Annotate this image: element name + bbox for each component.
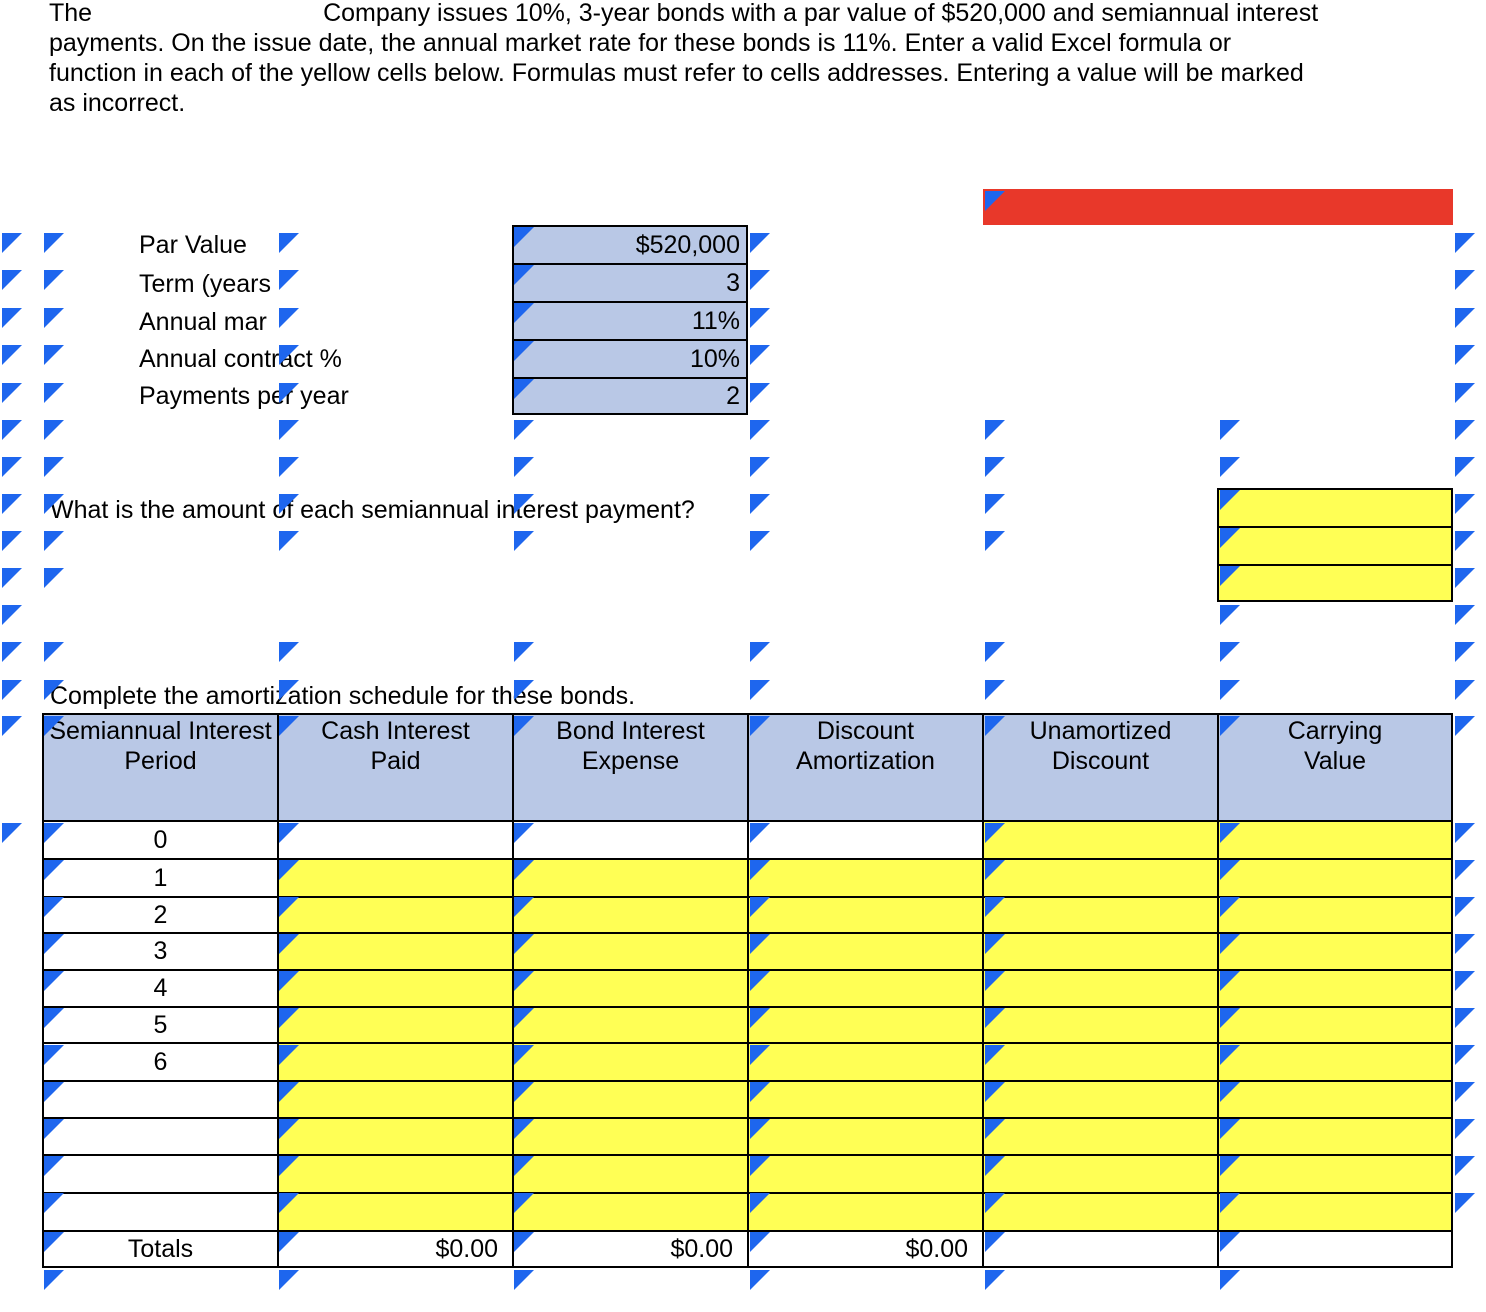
comment-marker-icon[interactable] xyxy=(279,897,299,917)
comment-marker-icon[interactable] xyxy=(2,233,22,253)
row-2-cash[interactable] xyxy=(277,896,514,934)
comment-marker-icon[interactable] xyxy=(985,716,1005,736)
comment-marker-icon[interactable] xyxy=(514,379,534,399)
comment-marker-icon[interactable] xyxy=(750,420,770,440)
comment-marker-icon[interactable] xyxy=(44,345,64,365)
total-cash[interactable]: $0.00 xyxy=(277,1230,514,1268)
comment-marker-icon[interactable] xyxy=(985,642,1005,662)
comment-marker-icon[interactable] xyxy=(279,531,299,551)
comment-marker-icon[interactable] xyxy=(514,971,534,991)
comment-marker-icon[interactable] xyxy=(2,308,22,328)
comment-marker-icon[interactable] xyxy=(1455,345,1475,365)
comment-marker-icon[interactable] xyxy=(985,680,1005,700)
comment-marker-icon[interactable] xyxy=(985,457,1005,477)
comment-marker-icon[interactable] xyxy=(2,605,22,625)
row-5-carrying[interactable] xyxy=(1217,1006,1453,1044)
comment-marker-icon[interactable] xyxy=(750,897,770,917)
row-2-unamortized[interactable] xyxy=(982,896,1219,934)
contract-rate-label: Annual contract % xyxy=(139,345,342,373)
row-4-amortization[interactable] xyxy=(747,969,984,1008)
comment-marker-icon[interactable] xyxy=(985,934,1005,954)
comment-marker-icon[interactable] xyxy=(2,823,22,843)
comment-marker-icon[interactable] xyxy=(514,457,534,477)
instructions xyxy=(49,0,1459,118)
row-9-carrying[interactable] xyxy=(1217,1154,1453,1194)
row-3-cash[interactable] xyxy=(277,932,514,971)
row-2-period: 2 xyxy=(42,896,279,934)
par-value-label: Par Value xyxy=(139,231,247,259)
comment-marker-icon[interactable] xyxy=(279,1045,299,1065)
comment-marker-icon[interactable] xyxy=(514,934,534,954)
comment-marker-icon[interactable] xyxy=(1220,1193,1240,1213)
row-6-carrying[interactable] xyxy=(1217,1042,1453,1082)
contract-rate-cell[interactable]: 10% xyxy=(512,339,748,379)
comment-marker-icon[interactable] xyxy=(2,383,22,403)
comment-marker-icon[interactable] xyxy=(985,1119,1005,1139)
comment-marker-icon[interactable] xyxy=(1455,494,1475,514)
comment-marker-icon[interactable] xyxy=(1220,528,1240,548)
comment-marker-icon[interactable] xyxy=(44,642,64,662)
row-3-carrying[interactable] xyxy=(1217,932,1453,971)
comment-marker-icon[interactable] xyxy=(44,934,64,954)
comment-marker-icon[interactable] xyxy=(279,420,299,440)
comment-marker-icon[interactable] xyxy=(279,971,299,991)
total-unamortized[interactable] xyxy=(982,1230,1219,1268)
row-10-cash[interactable] xyxy=(277,1192,514,1234)
comment-marker-icon[interactable] xyxy=(1220,1156,1240,1176)
comment-marker-icon[interactable] xyxy=(279,270,299,290)
row-8-unamortized[interactable] xyxy=(982,1117,1219,1156)
row-1-carrying[interactable] xyxy=(1217,858,1453,898)
comment-marker-icon[interactable] xyxy=(750,860,770,880)
comment-marker-icon[interactable] xyxy=(2,420,22,440)
comment-marker-icon[interactable] xyxy=(514,303,534,323)
row-10-period xyxy=(42,1192,279,1234)
comment-marker-icon[interactable] xyxy=(514,1270,534,1290)
comment-marker-icon[interactable] xyxy=(750,345,770,365)
row-10-expense[interactable] xyxy=(512,1192,749,1234)
intro-line1-start: The xyxy=(49,0,93,27)
comment-marker-icon[interactable] xyxy=(1220,457,1240,477)
answer-cell-1[interactable] xyxy=(1217,488,1453,528)
comment-marker-icon[interactable] xyxy=(750,1156,770,1176)
comment-marker-icon[interactable] xyxy=(514,642,534,662)
comment-marker-icon[interactable] xyxy=(1455,716,1475,736)
comment-marker-icon[interactable] xyxy=(279,345,299,365)
row-7-period xyxy=(42,1080,279,1119)
row-0-amortization[interactable] xyxy=(747,820,984,860)
comment-marker-icon[interactable] xyxy=(985,1082,1005,1102)
row-2-expense[interactable] xyxy=(512,896,749,934)
row-0-carrying[interactable] xyxy=(1217,820,1453,860)
comment-marker-icon[interactable] xyxy=(44,971,64,991)
comment-marker-icon[interactable] xyxy=(750,971,770,991)
comment-marker-icon[interactable] xyxy=(44,1082,64,1102)
comment-marker-icon[interactable] xyxy=(514,341,534,361)
comment-marker-icon[interactable] xyxy=(279,934,299,954)
comment-marker-icon[interactable] xyxy=(1220,1270,1240,1290)
intro-line4: as incorrect. xyxy=(49,89,186,117)
comment-marker-icon[interactable] xyxy=(985,897,1005,917)
comment-marker-icon[interactable] xyxy=(2,680,22,700)
comment-marker-icon[interactable] xyxy=(1220,934,1240,954)
comment-marker-icon[interactable] xyxy=(279,1082,299,1102)
comment-marker-icon[interactable] xyxy=(1220,716,1240,736)
comment-marker-icon[interactable] xyxy=(2,642,22,662)
comment-marker-icon[interactable] xyxy=(514,897,534,917)
comment-marker-icon[interactable] xyxy=(279,860,299,880)
comment-marker-icon[interactable] xyxy=(1455,457,1475,477)
comment-marker-icon[interactable] xyxy=(1455,642,1475,662)
comment-marker-icon[interactable] xyxy=(1455,680,1475,700)
comment-marker-icon[interactable] xyxy=(750,383,770,403)
comment-marker-icon[interactable] xyxy=(985,1270,1005,1290)
header-carrying: Carrying Value xyxy=(1217,713,1453,822)
comment-marker-icon[interactable] xyxy=(44,420,64,440)
comment-marker-icon[interactable] xyxy=(2,345,22,365)
comment-marker-icon[interactable] xyxy=(1220,823,1240,843)
comment-marker-icon[interactable] xyxy=(1455,1082,1475,1102)
comment-marker-icon[interactable] xyxy=(514,1008,534,1028)
row-6-amortization[interactable] xyxy=(747,1042,984,1082)
comment-marker-icon[interactable] xyxy=(44,1232,64,1252)
total-amortization[interactable]: $0.00 xyxy=(747,1230,984,1268)
row-7-expense[interactable] xyxy=(512,1080,749,1119)
comment-marker-icon[interactable] xyxy=(2,270,22,290)
row-6-expense[interactable] xyxy=(512,1042,749,1082)
comment-marker-icon[interactable] xyxy=(44,270,64,290)
comment-marker-icon[interactable] xyxy=(279,1270,299,1290)
comment-marker-icon[interactable] xyxy=(985,494,1005,514)
payments-per-year-label: Payments per year xyxy=(139,382,349,410)
comment-marker-icon[interactable] xyxy=(44,897,64,917)
comment-marker-icon[interactable] xyxy=(985,1045,1005,1065)
comment-marker-icon[interactable] xyxy=(279,1232,299,1252)
header-amortization: Discount Amortization xyxy=(747,713,984,822)
comment-marker-icon[interactable] xyxy=(1455,1008,1475,1028)
comment-marker-icon[interactable] xyxy=(985,860,1005,880)
alert-bar xyxy=(983,189,1453,225)
comment-marker-icon[interactable] xyxy=(1220,605,1240,625)
row-8-carrying[interactable] xyxy=(1217,1117,1453,1156)
comment-marker-icon[interactable] xyxy=(1455,1193,1475,1213)
comment-marker-icon[interactable] xyxy=(514,494,534,514)
comment-marker-icon[interactable] xyxy=(2,494,22,514)
row-3-amortization[interactable] xyxy=(747,932,984,971)
comment-marker-icon[interactable] xyxy=(750,716,770,736)
row-8-amortization[interactable] xyxy=(747,1117,984,1156)
comment-marker-icon[interactable] xyxy=(44,531,64,551)
comment-marker-icon[interactable] xyxy=(1220,566,1240,586)
comment-marker-icon[interactable] xyxy=(279,823,299,843)
row-7-amortization[interactable] xyxy=(747,1080,984,1119)
market-rate-label: Annual mar xyxy=(139,308,267,336)
comment-marker-icon[interactable] xyxy=(1455,860,1475,880)
term-cell[interactable]: 3 xyxy=(512,263,748,303)
row-10-carrying[interactable] xyxy=(1217,1192,1453,1234)
comment-marker-icon[interactable] xyxy=(514,823,534,843)
comment-marker-icon[interactable] xyxy=(2,531,22,551)
comment-marker-icon[interactable] xyxy=(750,1045,770,1065)
total-carrying[interactable] xyxy=(1217,1230,1453,1268)
row-0-unamortized[interactable] xyxy=(982,820,1219,860)
question-interest-payment: What is the amount of each semiannual interest payment? xyxy=(50,496,695,524)
row-6-unamortized[interactable] xyxy=(982,1042,1219,1082)
comment-marker-icon[interactable] xyxy=(514,1232,534,1252)
comment-marker-icon[interactable] xyxy=(279,680,299,700)
comment-marker-icon[interactable] xyxy=(514,420,534,440)
comment-marker-icon[interactable] xyxy=(514,227,534,247)
question-amortization: Complete the amortization schedule for these bonds. xyxy=(50,682,636,710)
comment-marker-icon[interactable] xyxy=(44,860,64,880)
comment-marker-icon[interactable] xyxy=(514,1156,534,1176)
row-4-unamortized[interactable] xyxy=(982,969,1219,1008)
comment-marker-icon[interactable] xyxy=(750,1232,770,1252)
comment-marker-icon[interactable] xyxy=(514,1193,534,1213)
comment-marker-icon[interactable] xyxy=(1455,1119,1475,1139)
comment-marker-icon[interactable] xyxy=(279,1156,299,1176)
comment-marker-icon[interactable] xyxy=(514,1119,534,1139)
comment-marker-icon[interactable] xyxy=(985,420,1005,440)
comment-marker-icon[interactable] xyxy=(750,308,770,328)
comment-marker-icon[interactable] xyxy=(279,457,299,477)
row-3-unamortized[interactable] xyxy=(982,932,1219,971)
comment-marker-icon[interactable] xyxy=(1455,308,1475,328)
comment-marker-icon[interactable] xyxy=(44,494,64,514)
comment-marker-icon[interactable] xyxy=(1220,420,1240,440)
comment-marker-icon[interactable] xyxy=(279,642,299,662)
comment-marker-icon[interactable] xyxy=(1455,605,1475,625)
row-4-cash[interactable] xyxy=(277,969,514,1008)
row-5-period: 5 xyxy=(42,1006,279,1044)
comment-marker-icon[interactable] xyxy=(750,1082,770,1102)
comment-marker-icon[interactable] xyxy=(514,1082,534,1102)
comment-marker-icon[interactable] xyxy=(44,383,64,403)
row-5-cash[interactable] xyxy=(277,1006,514,1044)
comment-marker-icon[interactable] xyxy=(750,1193,770,1213)
comment-marker-icon[interactable] xyxy=(750,680,770,700)
comment-marker-icon[interactable] xyxy=(1220,642,1240,662)
comment-marker-icon[interactable] xyxy=(44,1270,64,1290)
comment-marker-icon[interactable] xyxy=(1455,971,1475,991)
comment-marker-icon[interactable] xyxy=(279,308,299,328)
comment-marker-icon[interactable] xyxy=(514,1045,534,1065)
answer-cell-3[interactable] xyxy=(1217,564,1453,602)
comment-marker-icon[interactable] xyxy=(279,1119,299,1139)
comment-marker-icon[interactable] xyxy=(1220,1232,1240,1252)
comment-marker-icon[interactable] xyxy=(1455,897,1475,917)
comment-marker-icon[interactable] xyxy=(1455,1156,1475,1176)
comment-marker-icon[interactable] xyxy=(44,568,64,588)
comment-marker-icon[interactable] xyxy=(985,191,1005,211)
comment-marker-icon[interactable] xyxy=(750,531,770,551)
comment-marker-icon[interactable] xyxy=(44,1119,64,1139)
row-3-period: 3 xyxy=(42,932,279,971)
row-5-unamortized[interactable] xyxy=(982,1006,1219,1044)
comment-marker-icon[interactable] xyxy=(1455,1045,1475,1065)
row-8-period xyxy=(42,1117,279,1156)
row-2-amortization[interactable] xyxy=(747,896,984,934)
comment-marker-icon[interactable] xyxy=(1220,680,1240,700)
comment-marker-icon[interactable] xyxy=(750,934,770,954)
comment-marker-icon[interactable] xyxy=(985,1156,1005,1176)
comment-marker-icon[interactable] xyxy=(750,642,770,662)
row-1-cash[interactable] xyxy=(277,858,514,898)
row-1-period: 1 xyxy=(42,858,279,898)
comment-marker-icon[interactable] xyxy=(750,1270,770,1290)
comment-marker-icon[interactable] xyxy=(44,716,64,736)
comment-marker-icon[interactable] xyxy=(1455,383,1475,403)
comment-marker-icon[interactable] xyxy=(44,233,64,253)
row-7-cash[interactable] xyxy=(277,1080,514,1119)
comment-marker-icon[interactable] xyxy=(2,568,22,588)
header-period: Semiannual Interest Period xyxy=(42,713,279,822)
comment-marker-icon[interactable] xyxy=(985,1008,1005,1028)
comment-marker-icon[interactable] xyxy=(1455,823,1475,843)
row-9-cash[interactable] xyxy=(277,1154,514,1194)
row-8-expense[interactable] xyxy=(512,1117,749,1156)
comment-marker-icon[interactable] xyxy=(44,1045,64,1065)
comment-marker-icon[interactable] xyxy=(750,1008,770,1028)
comment-marker-icon[interactable] xyxy=(985,531,1005,551)
comment-marker-icon[interactable] xyxy=(1455,568,1475,588)
row-10-amortization[interactable] xyxy=(747,1192,984,1234)
row-0-period: 0 xyxy=(42,820,279,860)
row-0-expense[interactable] xyxy=(512,820,749,860)
comment-marker-icon[interactable] xyxy=(514,680,534,700)
comment-marker-icon[interactable] xyxy=(279,383,299,403)
comment-marker-icon[interactable] xyxy=(1455,270,1475,290)
comment-marker-icon[interactable] xyxy=(514,531,534,551)
row-3-expense[interactable] xyxy=(512,932,749,971)
comment-marker-icon[interactable] xyxy=(2,716,22,736)
row-4-expense[interactable] xyxy=(512,969,749,1008)
comment-marker-icon[interactable] xyxy=(750,457,770,477)
intro-line1-rest: Company issues 10%, 3-year bonds with a par value of $520,000 and semiannual interest xyxy=(323,0,1319,27)
row-1-amortization[interactable] xyxy=(747,858,984,898)
comment-marker-icon[interactable] xyxy=(1455,934,1475,954)
comment-marker-icon[interactable] xyxy=(44,680,64,700)
par-value-cell[interactable]: $520,000 xyxy=(512,225,748,265)
comment-marker-icon[interactable] xyxy=(1220,971,1240,991)
comment-marker-icon[interactable] xyxy=(1220,860,1240,880)
row-4-carrying[interactable] xyxy=(1217,969,1453,1008)
comment-marker-icon[interactable] xyxy=(44,1008,64,1028)
totals-label: Totals xyxy=(42,1230,279,1268)
intro-line2: payments. On the issue date, the annual market rate for these bonds is 11%. Enter a valid Excel formula or xyxy=(49,29,1232,57)
comment-marker-icon[interactable] xyxy=(44,457,64,477)
row-7-unamortized[interactable] xyxy=(982,1080,1219,1119)
comment-marker-icon[interactable] xyxy=(44,1156,64,1176)
comment-marker-icon[interactable] xyxy=(985,823,1005,843)
row-1-unamortized[interactable] xyxy=(982,858,1219,898)
row-0-cash[interactable] xyxy=(277,820,514,860)
row-4-period: 4 xyxy=(42,969,279,1008)
comment-marker-icon[interactable] xyxy=(985,1232,1005,1252)
total-expense[interactable]: $0.00 xyxy=(512,1230,749,1268)
row-9-expense[interactable] xyxy=(512,1154,749,1194)
comment-marker-icon[interactable] xyxy=(1455,233,1475,253)
comment-marker-icon[interactable] xyxy=(514,860,534,880)
header-unamortized: Unamortized Discount xyxy=(982,713,1219,822)
market-rate-cell[interactable]: 11% xyxy=(512,301,748,341)
comment-marker-icon[interactable] xyxy=(750,1119,770,1139)
comment-marker-icon[interactable] xyxy=(279,494,299,514)
row-7-carrying[interactable] xyxy=(1217,1080,1453,1119)
comment-marker-icon[interactable] xyxy=(750,270,770,290)
comment-marker-icon[interactable] xyxy=(44,308,64,328)
header-cash: Cash Interest Paid xyxy=(277,713,514,822)
row-9-amortization[interactable] xyxy=(747,1154,984,1194)
header-expense: Bond Interest Expense xyxy=(512,713,749,822)
comment-marker-icon[interactable] xyxy=(1220,1045,1240,1065)
row-6-cash[interactable] xyxy=(277,1042,514,1082)
comment-marker-icon[interactable] xyxy=(514,265,534,285)
row-6-period: 6 xyxy=(42,1042,279,1082)
row-5-expense[interactable] xyxy=(512,1006,749,1044)
comment-marker-icon[interactable] xyxy=(279,1193,299,1213)
comment-marker-icon[interactable] xyxy=(279,1008,299,1028)
row-9-period xyxy=(42,1154,279,1194)
comment-marker-icon[interactable] xyxy=(750,823,770,843)
comment-marker-icon[interactable] xyxy=(44,823,64,843)
comment-marker-icon[interactable] xyxy=(44,1193,64,1213)
comment-marker-icon[interactable] xyxy=(1455,531,1475,551)
comment-marker-icon[interactable] xyxy=(1220,897,1240,917)
row-1-expense[interactable] xyxy=(512,858,749,898)
row-5-amortization[interactable] xyxy=(747,1006,984,1044)
comment-marker-icon[interactable] xyxy=(750,233,770,253)
comment-marker-icon[interactable] xyxy=(2,457,22,477)
comment-marker-icon[interactable] xyxy=(279,233,299,253)
comment-marker-icon[interactable] xyxy=(750,494,770,514)
answer-cell-2[interactable] xyxy=(1217,526,1453,566)
term-label: Term (years xyxy=(139,270,271,298)
row-2-carrying[interactable] xyxy=(1217,896,1453,934)
row-10-unamortized[interactable] xyxy=(982,1192,1219,1234)
comment-marker-icon[interactable] xyxy=(985,971,1005,991)
comment-marker-icon[interactable] xyxy=(1220,1119,1240,1139)
comment-marker-icon[interactable] xyxy=(1220,1008,1240,1028)
row-8-cash[interactable] xyxy=(277,1117,514,1156)
comment-marker-icon[interactable] xyxy=(985,1193,1005,1213)
comment-marker-icon[interactable] xyxy=(279,716,299,736)
payments-cell[interactable]: 2 xyxy=(512,377,748,415)
comment-marker-icon[interactable] xyxy=(514,716,534,736)
comment-marker-icon[interactable] xyxy=(1220,490,1240,510)
comment-marker-icon[interactable] xyxy=(1220,1082,1240,1102)
intro-line3: function in each of the yellow cells below. Formulas must refer to cells addresses. Entering a value will be marked xyxy=(49,59,1304,87)
row-9-unamortized[interactable] xyxy=(982,1154,1219,1194)
comment-marker-icon[interactable] xyxy=(1455,420,1475,440)
